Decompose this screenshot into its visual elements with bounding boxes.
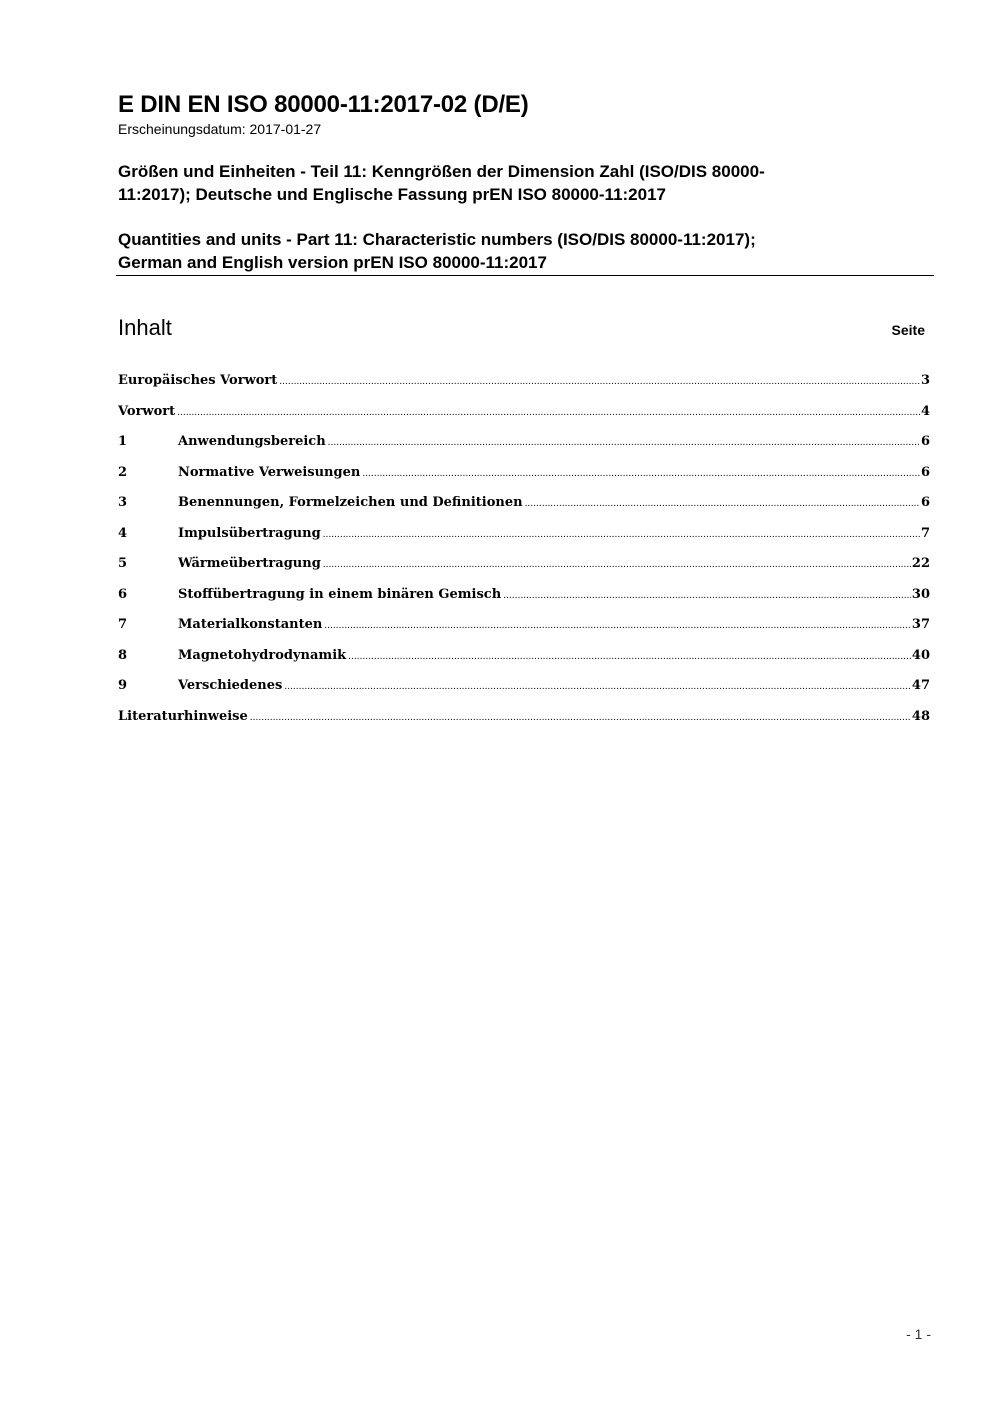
- toc-heading: Inhalt: [118, 315, 172, 340]
- toc-entry-title: Wärmeübertragung: [178, 556, 321, 571]
- toc-page-column-label: Seite: [891, 322, 925, 338]
- page-number: - 1 -: [906, 1326, 931, 1342]
- toc-leader-dots: [284, 677, 911, 697]
- toc-entry-title: Normative Verweisungen: [178, 464, 361, 480]
- toc-entry-number: 3: [118, 495, 128, 510]
- toc-entry-page: 3: [920, 373, 930, 388]
- publication-date: Erscheinungsdatum: 2017-01-27: [118, 121, 322, 137]
- toc-leader-dots: [362, 464, 920, 484]
- toc-leader-dots: [323, 525, 920, 545]
- toc-entry-page: 6: [920, 434, 930, 449]
- english-title: [118, 228, 918, 274]
- english-title-line-2: German and English version prEN ISO 80000-11:2017: [118, 253, 547, 272]
- toc-entry-number: 2: [118, 464, 128, 480]
- title-divider: [116, 275, 934, 276]
- toc-entry-page: 40: [911, 647, 930, 663]
- english-title-line-1: Quantities and units - Part 11: Characteristic numbers (ISO/DIS 80000-11:2017);: [118, 230, 756, 249]
- toc-entry-2[interactable]: [118, 463, 930, 494]
- toc-entry-page: 6: [920, 464, 930, 480]
- toc-entry-page: 37: [911, 617, 930, 632]
- toc-entry-7[interactable]: [118, 615, 930, 646]
- toc-entry-number: 8: [118, 647, 128, 663]
- document-title: E DIN EN ISO 80000-11:2017-02 (D/E): [118, 91, 529, 118]
- german-title-line-1: Größen und Einheiten - Teil 11: Kenngrößen der Dimension Zahl (ISO/DIS 80000-: [118, 162, 765, 181]
- toc-entry-number: 4: [118, 525, 128, 541]
- german-title: [118, 160, 918, 206]
- toc-entry-3[interactable]: [118, 493, 930, 524]
- toc-entry-title: Materialkonstanten: [178, 617, 323, 632]
- document-header: [118, 90, 933, 138]
- toc-entry-title: Anwendungsbereich: [178, 434, 326, 449]
- toc-entry-title: Literaturhinweise: [118, 708, 248, 724]
- toc-leader-dots: [279, 372, 920, 392]
- toc-entry-literaturhinweise[interactable]: [118, 707, 930, 738]
- toc-entry-page: 48: [911, 708, 930, 724]
- toc-entry-number: 5: [118, 556, 128, 571]
- toc-entry-title: Verschiedenes: [178, 678, 283, 693]
- toc-entry-page: 6: [920, 495, 930, 510]
- toc-entry-title: Europäisches Vorwort: [118, 373, 278, 388]
- toc-entry-page: 30: [911, 586, 930, 602]
- toc-leader-dots: [328, 433, 920, 453]
- toc-entry-page: 4: [920, 403, 930, 419]
- toc-entry-title: Benennungen, Formelzeichen und Definitionen: [178, 495, 523, 510]
- toc-entry-page: 47: [911, 678, 930, 693]
- toc-entry-title: Vorwort: [118, 403, 176, 419]
- toc-entry-title: Stoffübertragung in einem binären Gemisch: [178, 586, 502, 602]
- toc-leader-dots: [503, 586, 911, 606]
- toc-leader-dots: [525, 494, 920, 514]
- toc-entry-title: Magnetohydrodynamik: [178, 647, 347, 663]
- toc-leader-dots: [324, 616, 911, 636]
- toc-entry-europaeisches-vorwort[interactable]: [118, 371, 930, 402]
- toc-entry-number: 6: [118, 586, 128, 602]
- toc-entry-5[interactable]: [118, 554, 930, 585]
- table-of-contents: [118, 371, 930, 737]
- german-title-line-2: 11:2017); Deutsche und Englische Fassung prEN ISO 80000-11:2017: [118, 185, 667, 204]
- toc-entry-title: Impulsübertragung: [178, 525, 321, 541]
- toc-entry-number: 7: [118, 617, 128, 632]
- toc-leader-dots: [250, 708, 911, 728]
- toc-entry-page: 22: [911, 556, 930, 571]
- toc-leader-dots: [348, 647, 911, 667]
- toc-leader-dots: [323, 555, 911, 575]
- toc-entry-number: 9: [118, 678, 128, 693]
- toc-leader-dots: [177, 403, 920, 423]
- toc-entry-8[interactable]: [118, 646, 930, 677]
- toc-entry-1[interactable]: [118, 432, 930, 463]
- toc-entry-page: 7: [920, 525, 930, 541]
- toc-entry-4[interactable]: [118, 524, 930, 555]
- toc-entry-9[interactable]: [118, 676, 930, 707]
- toc-entry-6[interactable]: [118, 585, 930, 616]
- toc-entry-vorwort[interactable]: [118, 402, 930, 433]
- toc-entry-number: 1: [118, 434, 128, 449]
